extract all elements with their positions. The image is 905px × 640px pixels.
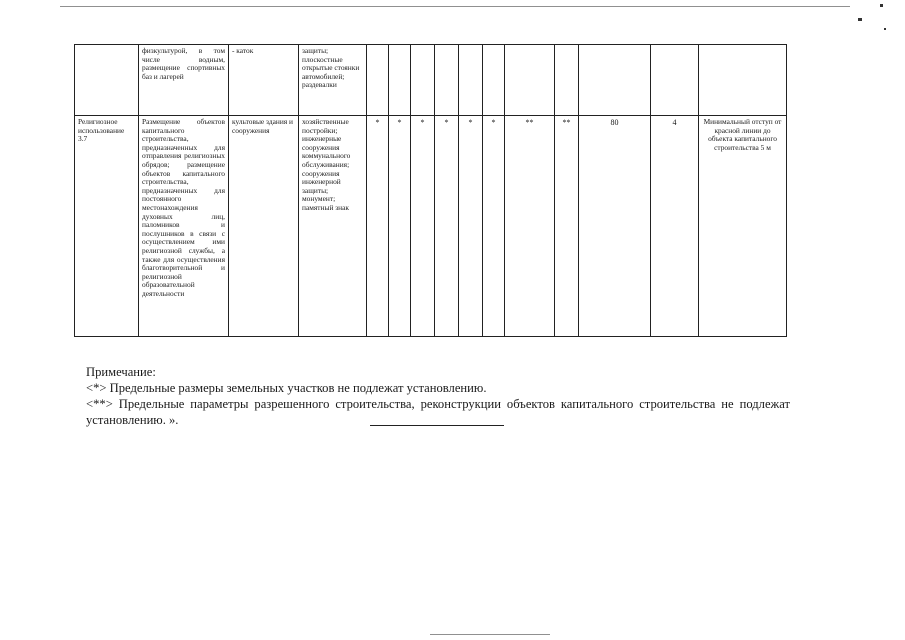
param-cell xyxy=(367,116,389,337)
asterisk-mark: * xyxy=(444,118,449,127)
param-cell xyxy=(435,45,459,116)
param-cell xyxy=(483,116,505,337)
note-line-1: <*> Предельные размеры земельных участков не подлежат установлению. xyxy=(86,381,487,395)
param-cell xyxy=(579,116,651,337)
code-cell xyxy=(75,45,139,116)
param-cell xyxy=(367,45,389,116)
param-cell xyxy=(411,45,435,116)
param-cell xyxy=(505,45,555,116)
param-cell xyxy=(651,116,699,337)
param-cell xyxy=(435,116,459,337)
note-cell xyxy=(699,45,787,116)
asterisk-mark: * xyxy=(491,118,496,127)
table-row xyxy=(75,116,787,337)
param-cell xyxy=(555,116,579,337)
max-floors-value: 4 xyxy=(672,118,677,127)
asterisk-mark: * xyxy=(397,118,402,127)
param-cell xyxy=(411,116,435,337)
note-cell: Минимальный отступ от красной линии до объекта капитального строительства 5 м xyxy=(699,116,787,337)
param-cell xyxy=(389,45,411,116)
param-cell xyxy=(579,45,651,116)
asterisk-mark: * xyxy=(375,118,380,127)
notes-block xyxy=(86,364,790,428)
max-coverage-value: 80 xyxy=(610,118,619,127)
param-cell xyxy=(555,45,579,116)
closing-rule xyxy=(370,425,504,426)
asterisk-mark: * xyxy=(468,118,473,127)
main-use-cell: культовые здания и сооружения xyxy=(229,116,299,337)
param-cell xyxy=(505,116,555,337)
param-cell xyxy=(651,45,699,116)
code-cell: Религиозное использование 3.7 xyxy=(75,116,139,337)
param-cell xyxy=(389,116,411,337)
purpose-cell: физкультурой, в том числе водным, размещение спортивных баз и лагерей xyxy=(139,45,229,116)
asterisk-mark: * xyxy=(420,118,425,127)
param-cell xyxy=(483,45,505,116)
param-cell xyxy=(459,45,483,116)
scan-speck xyxy=(884,28,886,30)
notes-heading: Примечание: xyxy=(86,365,156,379)
aux-use-cell: защиты; плоскостные открытые стоянки автомобилей; раздевалки xyxy=(299,45,367,116)
purpose-cell: Размещение объектов капитального строительства, предназначенных для отправления религиозных обрядов; размещение объектов капитального строительства, предназначенных для постоянного местонахождения духовных лиц, паломников и послушников в связи с осуществлением ими религиозной службы, а также для осуществления благотворительной и религиозной образовательной деятельности xyxy=(139,116,229,337)
scan-speck xyxy=(858,18,862,21)
double-asterisk-mark: ** xyxy=(525,118,534,127)
scan-speck xyxy=(880,4,883,7)
land-use-table xyxy=(74,44,787,337)
bottom-scan-line xyxy=(430,634,550,635)
double-asterisk-mark: ** xyxy=(562,118,571,127)
aux-use-cell: хозяйственные постройки; инженерные сооружения коммунального обслуживания; сооружения инженерной защиты; монумент; памятный знак xyxy=(299,116,367,337)
param-cell xyxy=(459,116,483,337)
note-line-2: <**> Предельные параметры разрешенного строительства, реконструкции объектов капитального строительства не подлежат установлению. ». xyxy=(86,397,790,427)
top-border-line xyxy=(60,6,850,7)
main-use-cell: - каток xyxy=(229,45,299,116)
table-row xyxy=(75,45,787,116)
